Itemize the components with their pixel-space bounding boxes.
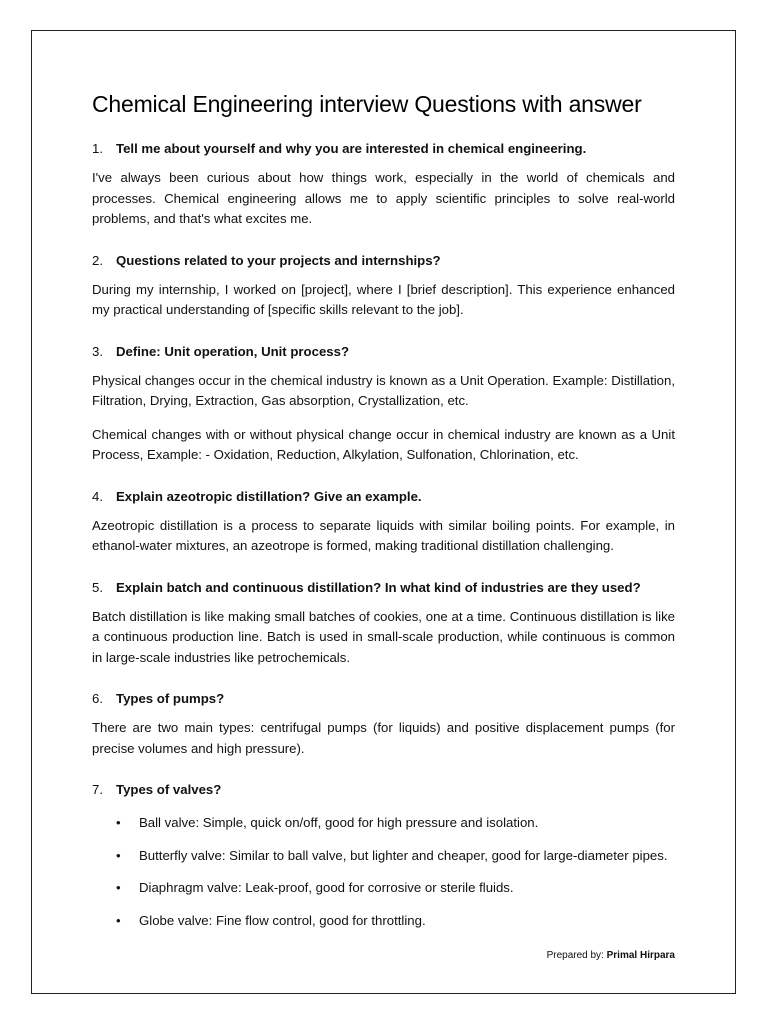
list-item <box>92 813 675 834</box>
answer-6: There are two main types: centrifugal pumps (for liquids) and positive displacement pumps (for precise volumes and high pressure). <box>92 720 675 756</box>
document-content <box>92 91 675 943</box>
question-number: 3. <box>92 343 103 359</box>
footer-prefix: Prepared by: <box>546 950 607 961</box>
footer-credit <box>547 950 675 961</box>
list-item-text: Ball valve: Simple, quick on/off, good for high pressure and isolation. <box>139 815 539 831</box>
answer-3-unit-process: Chemical changes with or without physical change occur in chemical industry are known as a Unit Process, Example: - Oxidation, Reduction, Alkylation, Sulfonation, Chlorination, etc. <box>92 426 675 463</box>
answer-4: Azeotropic distillation is a process to separate liquids with similar boiling points. For example, in ethanol-water mixtures, an azeotrope is formed, making traditional distillation challenging. <box>92 517 675 554</box>
answer-2: During my internship, I worked on [project], where I [brief description]. This experience enhanced my practical understanding of [specific skills relevant to the job]. <box>92 281 675 317</box>
answer-3-unit-operation: Physical changes occur in the chemical industry is known as a Unit Operation. Example: Distillation, Filtration, Drying, Extraction, Gas absorption, Crystallization, etc. <box>92 372 675 408</box>
question-text: Explain batch and continuous distillation? In what kind of industries are they used? <box>116 579 641 595</box>
question-number: 5. <box>92 579 103 595</box>
answer-1: I've always been curious about how things work, especially in the world of chemicals and processes. Chemical engineering allows me to apply scientific principles to solve real-world problems, and that's what excites me. <box>92 170 675 226</box>
question-text: Define: Unit operation, Unit process? <box>116 343 349 359</box>
bullet-icon: • <box>116 815 121 831</box>
author-name: Primal Hirpara <box>606 950 675 961</box>
list-item <box>92 846 675 867</box>
question-1 <box>92 140 675 158</box>
answer-5: Batch distillation is like making small batches of cookies, one at a time. Continuous distillation is like a continuous production line. Batch is used in small-scale production, while continuous is common in large-scale industries like petrochemicals. <box>92 608 675 665</box>
question-number: 7. <box>92 782 103 798</box>
list-item-text: Butterfly valve: Similar to ball valve, but lighter and cheaper, good for large-diameter pipes. <box>139 847 668 863</box>
document-page <box>31 30 736 994</box>
bullet-icon: • <box>116 912 121 928</box>
list-item-text: Globe valve: Fine flow control, good for throttling. <box>139 912 426 928</box>
question-number: 4. <box>92 488 103 504</box>
list-item <box>92 911 675 932</box>
question-number: 1. <box>92 141 103 156</box>
question-5 <box>92 579 675 597</box>
question-6 <box>92 690 675 708</box>
question-text: Types of pumps? <box>116 691 225 707</box>
question-3 <box>92 343 675 361</box>
valve-list <box>92 813 675 931</box>
question-number: 6. <box>92 691 103 707</box>
bullet-icon: • <box>116 847 121 863</box>
question-text: Types of valves? <box>116 782 222 798</box>
list-item <box>92 878 675 899</box>
question-text: Questions related to your projects and internships? <box>116 252 441 268</box>
list-item-text: Diaphragm valve: Leak-proof, good for corrosive or sterile fluids. <box>139 880 514 896</box>
document-title: Chemical Engineering interview Questions with answer <box>92 91 642 117</box>
question-4 <box>92 488 675 506</box>
question-2 <box>92 252 675 270</box>
question-text: Explain azeotropic distillation? Give an example. <box>116 488 422 504</box>
question-number: 2. <box>92 252 103 268</box>
question-text: Tell me about yourself and why you are interested in chemical engineering. <box>116 141 587 156</box>
bullet-icon: • <box>116 880 121 896</box>
question-7 <box>92 781 675 799</box>
